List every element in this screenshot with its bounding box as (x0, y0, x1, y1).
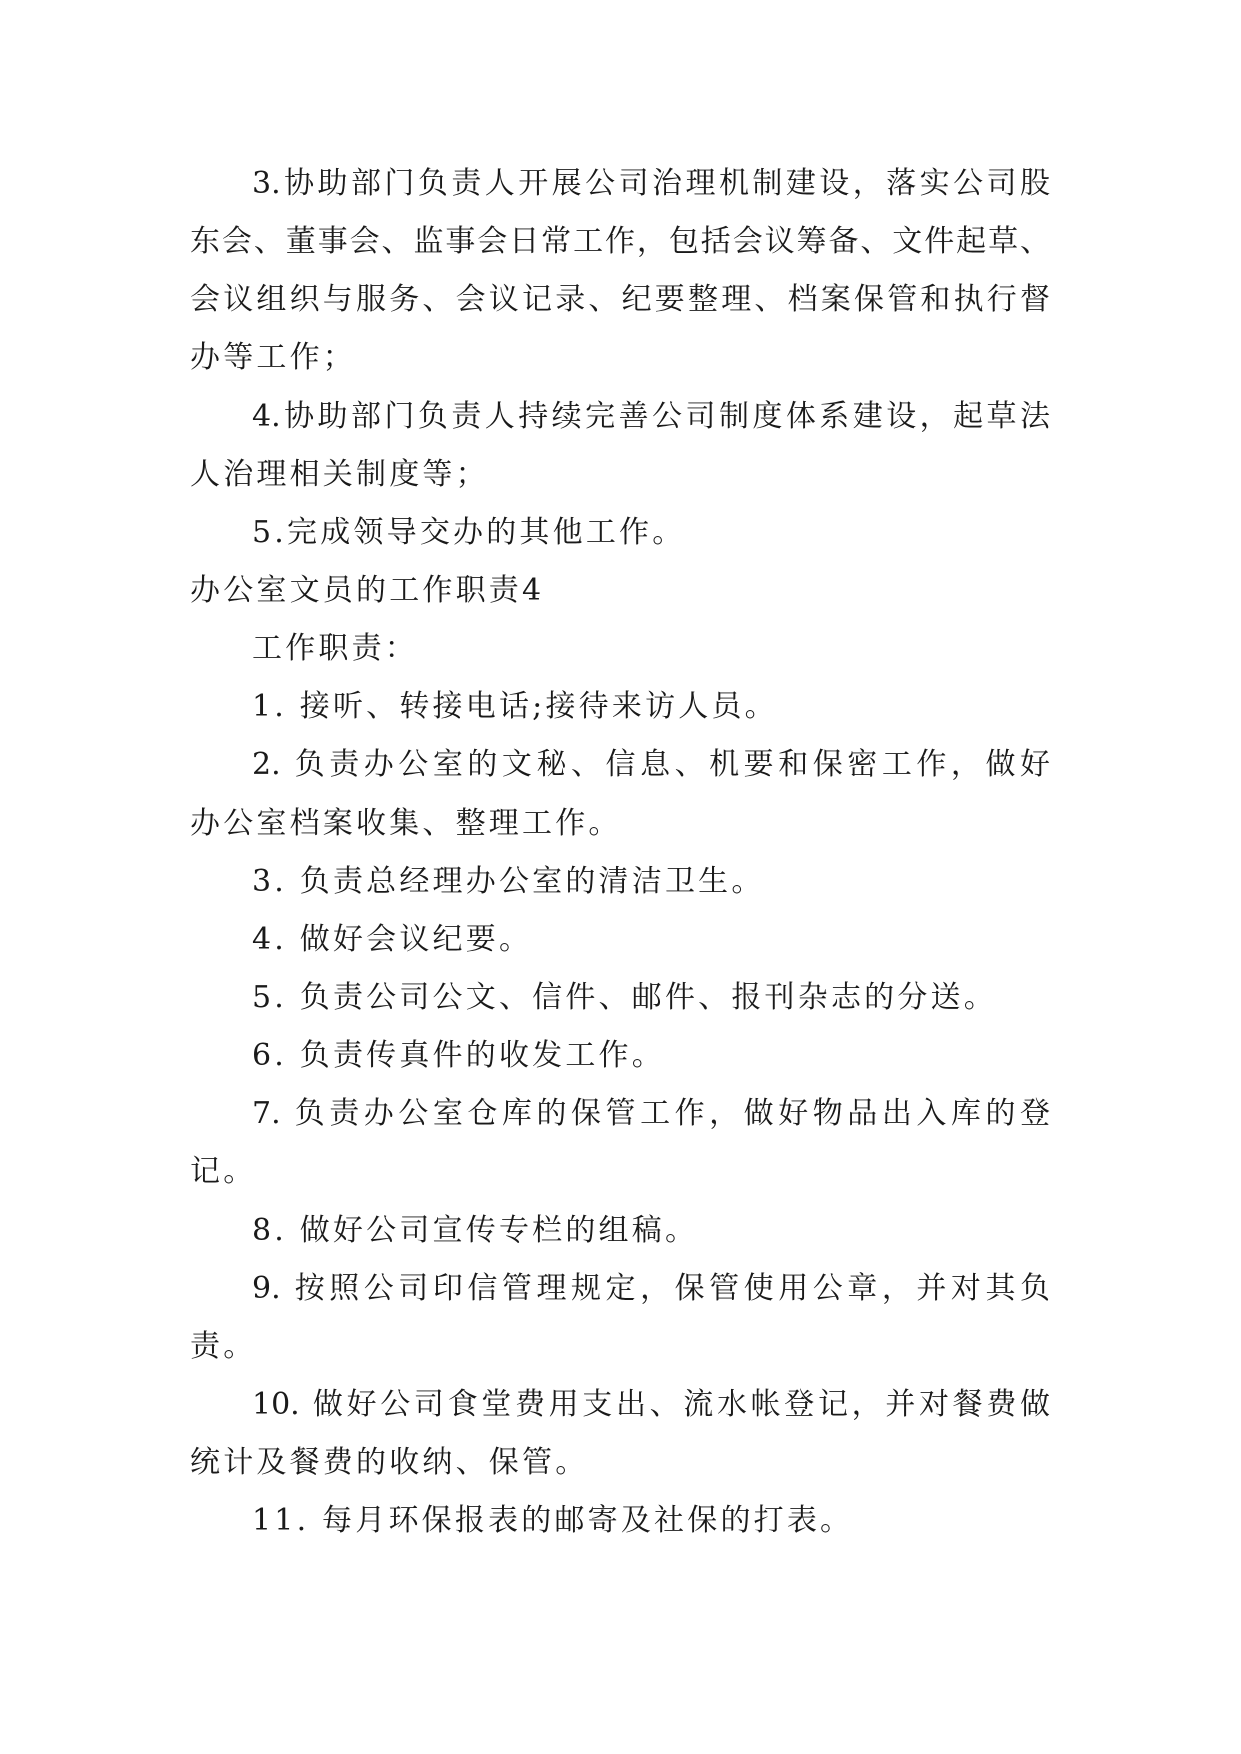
paragraph-line: 4.协助部门负责人持续完善公司制度体系建设，起草法 (252, 399, 1050, 434)
paragraph-line: 人治理相关制度等； (190, 457, 489, 492)
list-item: 5. 负责公司公文、信件、邮件、报刊杂志的分送。 (252, 980, 997, 1015)
list-item-continuation: 责。 (190, 1329, 257, 1364)
list-item: 4. 做好会议纪要。 (252, 922, 533, 957)
list-item: 11. 每月环保报表的邮寄及社保的打表。 (252, 1503, 854, 1538)
list-item-continuation: 记。 (190, 1154, 257, 1189)
list-item: 2. 负责办公室的文秘、信息、机要和保密工作，做好 (252, 747, 1050, 782)
list-item: 3. 负责总经理办公室的清洁卫生。 (252, 864, 765, 899)
list-item: 9. 按照公司印信管理规定，保管使用公章，并对其负 (252, 1271, 1050, 1306)
list-item: 1. 接听、转接电话;接待来访人员。 (252, 689, 778, 724)
paragraph-line: 东会、董事会、监事会日常工作，包括会议筹备、文件起草、 (190, 224, 1050, 259)
paragraph-line: 办等工作； (190, 340, 356, 375)
list-item-continuation: 办公室档案收集、整理工作。 (190, 806, 622, 841)
paragraph-line: 5.完成领导交办的其他工作。 (252, 515, 686, 550)
list-item: 10. 做好公司食堂费用支出、流水帐登记，并对餐费做 (252, 1387, 1050, 1422)
paragraph-line: 会议组织与服务、会议记录、纪要整理、档案保管和执行督 (190, 282, 1050, 317)
list-item: 6. 负责传真件的收发工作。 (252, 1038, 665, 1073)
list-item-continuation: 统计及餐费的收纳、保管。 (190, 1445, 589, 1480)
subheading: 工作职责： (252, 631, 418, 666)
list-item: 7. 负责办公室仓库的保管工作，做好物品出入库的登 (252, 1096, 1050, 1131)
list-item: 8. 做好公司宣传专栏的组稿。 (252, 1213, 699, 1248)
paragraph-line: 3.协助部门负责人开展公司治理机制建设，落实公司股 (252, 166, 1050, 201)
section-heading: 办公室文员的工作职责4 (190, 573, 545, 608)
